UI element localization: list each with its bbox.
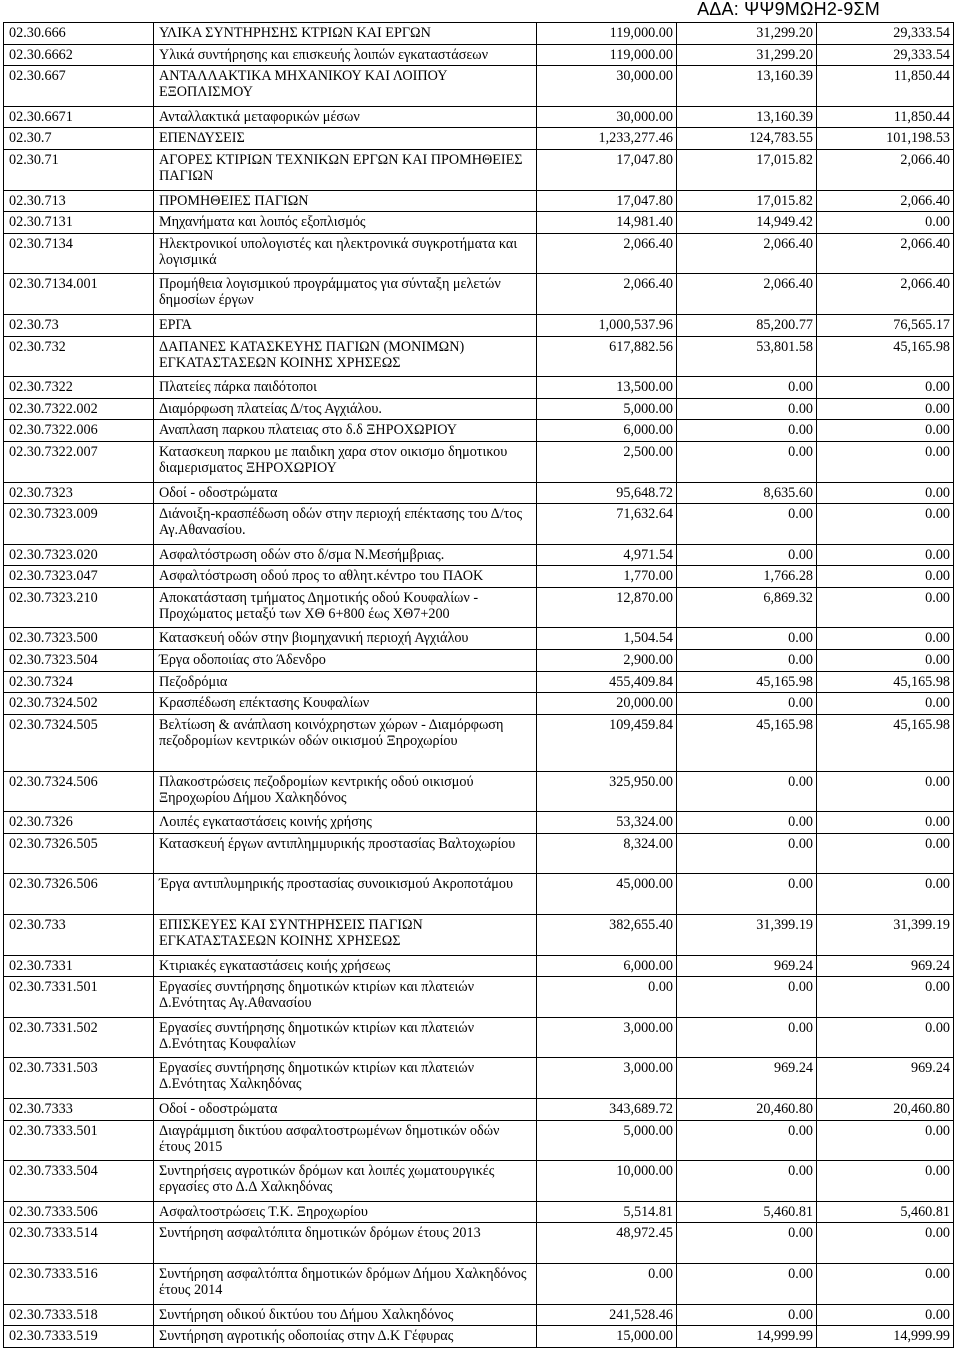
budgeted-amount-cell: 53,324.00 xyxy=(537,812,677,834)
account-code-cell: 02.30.7134.001 xyxy=(4,274,154,315)
paid-amount-cell: 0.00 xyxy=(817,977,954,1018)
budgeted-amount-cell: 2,066.40 xyxy=(537,274,677,315)
committed-amount-cell: 8,635.60 xyxy=(677,482,817,504)
account-code-cell: 02.30.7323.047 xyxy=(4,566,154,588)
paid-amount-cell: 0.00 xyxy=(817,377,954,399)
committed-amount-cell: 0.00 xyxy=(677,874,817,915)
table-row xyxy=(4,66,954,107)
table-row xyxy=(4,1120,954,1161)
account-code-cell: 02.30.7324.506 xyxy=(4,771,154,812)
budgeted-amount-cell: 17,047.80 xyxy=(537,149,677,190)
paid-amount-cell: 76,565.17 xyxy=(817,314,954,336)
budgeted-amount-cell: 30,000.00 xyxy=(537,106,677,128)
account-code-cell: 02.30.7331.501 xyxy=(4,977,154,1018)
paid-amount-cell: 0.00 xyxy=(817,212,954,234)
budgeted-amount-cell: 5,514.81 xyxy=(537,1201,677,1223)
table-row xyxy=(4,833,954,874)
budgeted-amount-cell: 1,504.54 xyxy=(537,628,677,650)
committed-amount-cell: 0.00 xyxy=(677,833,817,874)
paid-amount-cell: 0.00 xyxy=(817,693,954,715)
account-code-cell: 02.30.7323.504 xyxy=(4,650,154,672)
account-code-cell: 02.30.7333 xyxy=(4,1098,154,1120)
committed-amount-cell: 20,460.80 xyxy=(677,1098,817,1120)
account-code-cell: 02.30.7131 xyxy=(4,212,154,234)
account-code-cell: 02.30.6671 xyxy=(4,106,154,128)
table-row xyxy=(4,812,954,834)
paid-amount-cell: 0.00 xyxy=(817,1263,954,1304)
account-code-cell: 02.30.7 xyxy=(4,128,154,150)
description-cell: ΕΠΕΝΔΥΣΕΙΣ xyxy=(154,128,537,150)
account-code-cell: 02.30.7323.020 xyxy=(4,544,154,566)
account-code-cell: 02.30.7322.006 xyxy=(4,420,154,442)
budgeted-amount-cell: 45,000.00 xyxy=(537,874,677,915)
committed-amount-cell: 0.00 xyxy=(677,441,817,482)
paid-amount-cell: 0.00 xyxy=(817,482,954,504)
description-cell: Λοιπές εγκαταστάσεις κοινής χρήσης xyxy=(154,812,537,834)
account-code-cell: 02.30.7333.516 xyxy=(4,1263,154,1304)
budgeted-amount-cell: 6,000.00 xyxy=(537,955,677,977)
committed-amount-cell: 0.00 xyxy=(677,977,817,1018)
table-row xyxy=(4,955,954,977)
budget-table-body xyxy=(4,23,954,1348)
table-row xyxy=(4,398,954,420)
description-cell: Πλατείες πάρκα παιδότοποι xyxy=(154,377,537,399)
paid-amount-cell: 14,999.99 xyxy=(817,1326,954,1348)
budgeted-amount-cell: 2,500.00 xyxy=(537,441,677,482)
table-row xyxy=(4,693,954,715)
budgeted-amount-cell: 13,500.00 xyxy=(537,377,677,399)
table-row xyxy=(4,1326,954,1348)
paid-amount-cell: 0.00 xyxy=(817,812,954,834)
budgeted-amount-cell: 5,000.00 xyxy=(537,398,677,420)
description-cell: Εργασίες συντήρησης δημοτικών κτιρίων και πλατειών Δ.Ενότητας Αγ.Αθανασίου xyxy=(154,977,537,1018)
committed-amount-cell: 124,783.55 xyxy=(677,128,817,150)
table-row xyxy=(4,714,954,771)
account-code-cell: 02.30.7134 xyxy=(4,233,154,274)
paid-amount-cell: 11,850.44 xyxy=(817,106,954,128)
account-code-cell: 02.30.7333.506 xyxy=(4,1201,154,1223)
table-row xyxy=(4,1161,954,1202)
account-code-cell: 02.30.73 xyxy=(4,314,154,336)
account-code-cell: 02.30.7333.501 xyxy=(4,1120,154,1161)
description-cell: Πλακοστρώσεις πεζοδρομίων κεντρικής οδού οικισμού Ξηροχωρίου Δήμου Χαλκηδόνος xyxy=(154,771,537,812)
paid-amount-cell: 2,066.40 xyxy=(817,149,954,190)
paid-amount-cell: 29,333.54 xyxy=(817,44,954,66)
committed-amount-cell: 969.24 xyxy=(677,1058,817,1099)
budgeted-amount-cell: 4,971.54 xyxy=(537,544,677,566)
budgeted-amount-cell: 119,000.00 xyxy=(537,23,677,45)
account-code-cell: 02.30.7323.500 xyxy=(4,628,154,650)
paid-amount-cell: 0.00 xyxy=(817,544,954,566)
paid-amount-cell: 2,066.40 xyxy=(817,274,954,315)
table-row xyxy=(4,420,954,442)
budgeted-amount-cell: 343,689.72 xyxy=(537,1098,677,1120)
committed-amount-cell: 31,399.19 xyxy=(677,915,817,956)
table-row xyxy=(4,23,954,45)
committed-amount-cell: 0.00 xyxy=(677,693,817,715)
budgeted-amount-cell: 5,000.00 xyxy=(537,1120,677,1161)
budgeted-amount-cell: 1,770.00 xyxy=(537,566,677,588)
account-code-cell: 02.30.7331.502 xyxy=(4,1017,154,1058)
table-row xyxy=(4,106,954,128)
table-row xyxy=(4,504,954,545)
table-row xyxy=(4,128,954,150)
table-row xyxy=(4,1223,954,1264)
account-code-cell: 02.30.7323.009 xyxy=(4,504,154,545)
table-row xyxy=(4,441,954,482)
account-code-cell: 02.30.7326 xyxy=(4,812,154,834)
committed-amount-cell: 0.00 xyxy=(677,544,817,566)
table-row xyxy=(4,482,954,504)
account-code-cell: 02.30.7324.502 xyxy=(4,693,154,715)
committed-amount-cell: 17,015.82 xyxy=(677,190,817,212)
paid-amount-cell: 31,399.19 xyxy=(817,915,954,956)
table-row xyxy=(4,874,954,915)
paid-amount-cell: 45,165.98 xyxy=(817,714,954,771)
paid-amount-cell: 20,460.80 xyxy=(817,1098,954,1120)
description-cell: Έργα οδοποιίας στο Άδενδρο xyxy=(154,650,537,672)
account-code-cell: 02.30.71 xyxy=(4,149,154,190)
budgeted-amount-cell: 30,000.00 xyxy=(537,66,677,107)
paid-amount-cell: 0.00 xyxy=(817,628,954,650)
committed-amount-cell: 5,460.81 xyxy=(677,1201,817,1223)
table-row xyxy=(4,1058,954,1099)
committed-amount-cell: 0.00 xyxy=(677,420,817,442)
budgeted-amount-cell: 325,950.00 xyxy=(537,771,677,812)
committed-amount-cell: 0.00 xyxy=(677,504,817,545)
description-cell: Αποκατάσταση τμήματος Δημοτικής οδού Κουφαλίων - Προχώματος μεταξύ των ΧΘ 6+800 έως ΧΘ7+200 xyxy=(154,587,537,628)
paid-amount-cell: 101,198.53 xyxy=(817,128,954,150)
description-cell: ΑΝΤΑΛΛΑΚΤΙΚΑ ΜΗΧΑΝΙΚΟΥ ΚΑΙ ΛΟΙΠΟΥ ΕΞΟΠΛΙΣΜΟΥ xyxy=(154,66,537,107)
budgeted-amount-cell: 3,000.00 xyxy=(537,1017,677,1058)
paid-amount-cell: 45,165.98 xyxy=(817,336,954,377)
paid-amount-cell: 969.24 xyxy=(817,955,954,977)
paid-amount-cell: 0.00 xyxy=(817,1120,954,1161)
description-cell: Συντήρηση αγροτικής οδοποιίας στην Δ.Κ Γέφυρας xyxy=(154,1326,537,1348)
table-row xyxy=(4,771,954,812)
budgeted-amount-cell: 3,000.00 xyxy=(537,1058,677,1099)
table-row xyxy=(4,671,954,693)
budgeted-amount-cell: 0.00 xyxy=(537,977,677,1018)
budgeted-amount-cell: 617,882.56 xyxy=(537,336,677,377)
committed-amount-cell: 17,015.82 xyxy=(677,149,817,190)
description-cell: Διαγράμμιση δικτύου ασφαλτοστρωμένων δημοτικών οδών έτους 2015 xyxy=(154,1120,537,1161)
description-cell: Κρασπέδωση επέκτασης Κουφαλίων xyxy=(154,693,537,715)
account-code-cell: 02.30.7326.506 xyxy=(4,874,154,915)
committed-amount-cell: 85,200.77 xyxy=(677,314,817,336)
committed-amount-cell: 0.00 xyxy=(677,377,817,399)
description-cell: Προμήθεια λογισμικού προγράμματος για σύνταξη μελετών δημοσίων έργων xyxy=(154,274,537,315)
description-cell: Συντηρήσεις αγροτικών δρόμων και λοιπές χωματουργικές εργασίες στο Δ.Δ Χαλκηδόνας xyxy=(154,1161,537,1202)
table-row xyxy=(4,377,954,399)
committed-amount-cell: 13,160.39 xyxy=(677,106,817,128)
committed-amount-cell: 45,165.98 xyxy=(677,671,817,693)
committed-amount-cell: 31,299.20 xyxy=(677,44,817,66)
paid-amount-cell: 0.00 xyxy=(817,398,954,420)
description-cell: ΔΑΠΑΝΕΣ ΚΑΤΑΣΚΕΥΗΣ ΠΑΓΙΩΝ (ΜΟΝΙΜΩΝ) ΕΓΚΑΤΑΣΤΑΣΕΩΝ ΚΟΙΝΗΣ ΧΡΗΣΕΩΣ xyxy=(154,336,537,377)
budgeted-amount-cell: 109,459.84 xyxy=(537,714,677,771)
account-code-cell: 02.30.7333.519 xyxy=(4,1326,154,1348)
table-row xyxy=(4,628,954,650)
table-row xyxy=(4,233,954,274)
description-cell: Ηλεκτρονικοί υπολογιστές και ηλεκτρονικά συγκροτήματα και λογισμικά xyxy=(154,233,537,274)
committed-amount-cell: 45,165.98 xyxy=(677,714,817,771)
paid-amount-cell: 0.00 xyxy=(817,771,954,812)
account-code-cell: 02.30.7331 xyxy=(4,955,154,977)
budgeted-amount-cell: 95,648.72 xyxy=(537,482,677,504)
description-cell: Συντήρηση ασφαλτόπιτα δημοτικών δρόμων έτους 2013 xyxy=(154,1223,537,1264)
budgeted-amount-cell: 119,000.00 xyxy=(537,44,677,66)
table-row xyxy=(4,915,954,956)
committed-amount-cell: 53,801.58 xyxy=(677,336,817,377)
paid-amount-cell: 0.00 xyxy=(817,833,954,874)
table-row xyxy=(4,566,954,588)
committed-amount-cell: 6,869.32 xyxy=(677,587,817,628)
budgeted-amount-cell: 1,233,277.46 xyxy=(537,128,677,150)
paid-amount-cell: 2,066.40 xyxy=(817,190,954,212)
paid-amount-cell: 0.00 xyxy=(817,1223,954,1264)
budgeted-amount-cell: 1,000,537.96 xyxy=(537,314,677,336)
committed-amount-cell: 0.00 xyxy=(677,771,817,812)
table-row xyxy=(4,544,954,566)
committed-amount-cell: 14,949.42 xyxy=(677,212,817,234)
description-cell: Κατασκευή οδών στην βιομηχανική περιοχή Αγχιάλου xyxy=(154,628,537,650)
committed-amount-cell: 0.00 xyxy=(677,1120,817,1161)
description-cell: Διάνοιξη-κρασπέδωση οδών στην περιοχή επέκτασης του Δ/τος Αγ.Αθανασίου. xyxy=(154,504,537,545)
account-code-cell: 02.30.7324 xyxy=(4,671,154,693)
description-cell: Ανταλλακτικά μεταφορικών μέσων xyxy=(154,106,537,128)
table-row xyxy=(4,1263,954,1304)
description-cell: Πεζοδρόμια xyxy=(154,671,537,693)
table-row xyxy=(4,336,954,377)
budgeted-amount-cell: 0.00 xyxy=(537,1263,677,1304)
budgeted-amount-cell: 455,409.84 xyxy=(537,671,677,693)
table-row xyxy=(4,314,954,336)
budgeted-amount-cell: 17,047.80 xyxy=(537,190,677,212)
budgeted-amount-cell: 71,632.64 xyxy=(537,504,677,545)
account-code-cell: 02.30.7331.503 xyxy=(4,1058,154,1099)
committed-amount-cell: 13,160.39 xyxy=(677,66,817,107)
committed-amount-cell: 1,766.28 xyxy=(677,566,817,588)
table-row xyxy=(4,1304,954,1326)
paid-amount-cell: 0.00 xyxy=(817,441,954,482)
description-cell: ΠΡΟΜΗΘΕΙΕΣ ΠΑΓΙΩΝ xyxy=(154,190,537,212)
description-cell: Αναπλαση παρκου πλατειας στο δ.δ ΞΗΡΟΧΩΡΙΟΥ xyxy=(154,420,537,442)
committed-amount-cell: 0.00 xyxy=(677,1017,817,1058)
table-row xyxy=(4,650,954,672)
table-row xyxy=(4,274,954,315)
table-row xyxy=(4,149,954,190)
account-code-cell: 02.30.7333.518 xyxy=(4,1304,154,1326)
description-cell: Υλικά συντήρησης και επισκευής λοιπών εγκαταστάσεων xyxy=(154,44,537,66)
budgeted-amount-cell: 12,870.00 xyxy=(537,587,677,628)
ada-code: ΑΔΑ: ΨΨ9ΜΩΗ2-9ΣΜ xyxy=(697,0,880,19)
committed-amount-cell: 0.00 xyxy=(677,628,817,650)
account-code-cell: 02.30.7323.210 xyxy=(4,587,154,628)
committed-amount-cell: 14,999.99 xyxy=(677,1326,817,1348)
budgeted-amount-cell: 14,981.40 xyxy=(537,212,677,234)
committed-amount-cell: 0.00 xyxy=(677,1263,817,1304)
account-code-cell: 02.30.7322.002 xyxy=(4,398,154,420)
description-cell: Βελτίωση & ανάπλαση κοινόχρηστων χώρων - Διαμόρφωση πεζοδρομίων κεντρικών οδών οικισμού Ξηροχωρίου xyxy=(154,714,537,771)
budgeted-amount-cell: 48,972.45 xyxy=(537,1223,677,1264)
paid-amount-cell: 45,165.98 xyxy=(817,671,954,693)
budgeted-amount-cell: 241,528.46 xyxy=(537,1304,677,1326)
description-cell: Οδοί - οδοστρώματα xyxy=(154,482,537,504)
paid-amount-cell: 2,066.40 xyxy=(817,233,954,274)
budgeted-amount-cell: 2,900.00 xyxy=(537,650,677,672)
committed-amount-cell: 0.00 xyxy=(677,1161,817,1202)
description-cell: Συντήρηση οδικού δικτύου του Δήμου Χαλκηδόνος xyxy=(154,1304,537,1326)
account-code-cell: 02.30.732 xyxy=(4,336,154,377)
account-code-cell: 02.30.7333.514 xyxy=(4,1223,154,1264)
account-code-cell: 02.30.733 xyxy=(4,915,154,956)
description-cell: Ασφαλτόστρωση οδού προς το αθλητ.κέντρο του ΠΑΟΚ xyxy=(154,566,537,588)
description-cell: Εργασίες συντήρησης δημοτικών κτιρίων και πλατειών Δ.Ενότητας Κουφαλίων xyxy=(154,1017,537,1058)
table-row xyxy=(4,190,954,212)
description-cell: Έργα αντιπλυμηρικής προστασίας συνοικισμού Ακροποτάμου xyxy=(154,874,537,915)
description-cell: Κατασκευη παρκου με παιδικη χαρα στον οικισμο δημοτικου διαμερισματος ΞΗΡΟΧΩΡΙΟΥ xyxy=(154,441,537,482)
committed-amount-cell: 0.00 xyxy=(677,812,817,834)
budgeted-amount-cell: 6,000.00 xyxy=(537,420,677,442)
paid-amount-cell: 0.00 xyxy=(817,566,954,588)
budgeted-amount-cell: 10,000.00 xyxy=(537,1161,677,1202)
committed-amount-cell: 0.00 xyxy=(677,1304,817,1326)
paid-amount-cell: 0.00 xyxy=(817,650,954,672)
table-row xyxy=(4,977,954,1018)
description-cell: Ασφαλτόστρωση οδών στο δ/σμα Ν.Μεσήμβριας. xyxy=(154,544,537,566)
table-row xyxy=(4,212,954,234)
account-code-cell: 02.30.7333.504 xyxy=(4,1161,154,1202)
account-code-cell: 02.30.666 xyxy=(4,23,154,45)
committed-amount-cell: 2,066.40 xyxy=(677,233,817,274)
committed-amount-cell: 969.24 xyxy=(677,955,817,977)
description-cell: Διαμόρφωση πλατείας Δ/τος Αγχιάλου. xyxy=(154,398,537,420)
table-row xyxy=(4,1201,954,1223)
description-cell: Συντήρηση ασφαλτόπτα δημοτικών δρόμων Δήμου Χαλκηδόνος έτους 2014 xyxy=(154,1263,537,1304)
paid-amount-cell: 0.00 xyxy=(817,1304,954,1326)
budget-table xyxy=(3,22,954,1348)
paid-amount-cell: 0.00 xyxy=(817,1017,954,1058)
description-cell: ΕΠΙΣΚΕΥΕΣ ΚΑΙ ΣΥΝΤΗΡΗΣΕΙΣ ΠΑΓΙΩΝ ΕΓΚΑΤΑΣΤΑΣΕΩΝ ΚΟΙΝΗΣ ΧΡΗΣΕΩΣ xyxy=(154,915,537,956)
description-cell: Οδοί - οδοστρώματα xyxy=(154,1098,537,1120)
budgeted-amount-cell: 2,066.40 xyxy=(537,233,677,274)
table-row xyxy=(4,44,954,66)
description-cell: Κατασκευή έργων αντιπλημμυρικής προστασίας Βαλτοχωρίου xyxy=(154,833,537,874)
budgeted-amount-cell: 20,000.00 xyxy=(537,693,677,715)
account-code-cell: 02.30.7323 xyxy=(4,482,154,504)
account-code-cell: 02.30.6662 xyxy=(4,44,154,66)
table-row xyxy=(4,1098,954,1120)
paid-amount-cell: 0.00 xyxy=(817,1161,954,1202)
committed-amount-cell: 0.00 xyxy=(677,650,817,672)
description-cell: Ασφαλτοστρώσεις Τ.Κ. Ξηροχωρίου xyxy=(154,1201,537,1223)
description-cell: Εργασίες συντήρησης δημοτικών κτιρίων και πλατειών Δ.Ενότητας Χαλκηδόνας xyxy=(154,1058,537,1099)
paid-amount-cell: 0.00 xyxy=(817,587,954,628)
description-cell: ΑΓΟΡΕΣ ΚΤΙΡΙΩΝ ΤΕΧΝΙΚΩΝ ΕΡΓΩΝ ΚΑΙ ΠΡΟΜΗΘΕΙΕΣ ΠΑΓΙΩΝ xyxy=(154,149,537,190)
paid-amount-cell: 0.00 xyxy=(817,504,954,545)
account-code-cell: 02.30.667 xyxy=(4,66,154,107)
table-row xyxy=(4,587,954,628)
account-code-cell: 02.30.713 xyxy=(4,190,154,212)
budgeted-amount-cell: 8,324.00 xyxy=(537,833,677,874)
paid-amount-cell: 5,460.81 xyxy=(817,1201,954,1223)
committed-amount-cell: 2,066.40 xyxy=(677,274,817,315)
description-cell: Μηχανήματα και λοιπός εξοπλισμός xyxy=(154,212,537,234)
budgeted-amount-cell: 382,655.40 xyxy=(537,915,677,956)
paid-amount-cell: 0.00 xyxy=(817,874,954,915)
committed-amount-cell: 31,299.20 xyxy=(677,23,817,45)
description-cell: ΕΡΓΑ xyxy=(154,314,537,336)
committed-amount-cell: 0.00 xyxy=(677,398,817,420)
account-code-cell: 02.30.7326.505 xyxy=(4,833,154,874)
account-code-cell: 02.30.7322 xyxy=(4,377,154,399)
paid-amount-cell: 0.00 xyxy=(817,420,954,442)
account-code-cell: 02.30.7322.007 xyxy=(4,441,154,482)
description-cell: Κτιριακές εγκαταστάσεις κοιής χρήσεως xyxy=(154,955,537,977)
paid-amount-cell: 29,333.54 xyxy=(817,23,954,45)
account-code-cell: 02.30.7324.505 xyxy=(4,714,154,771)
paid-amount-cell: 11,850.44 xyxy=(817,66,954,107)
budgeted-amount-cell: 15,000.00 xyxy=(537,1326,677,1348)
committed-amount-cell: 0.00 xyxy=(677,1223,817,1264)
paid-amount-cell: 969.24 xyxy=(817,1058,954,1099)
table-row xyxy=(4,1017,954,1058)
description-cell: ΥΛΙΚΑ ΣΥΝΤΗΡΗΣΗΣ ΚΤΡΙΩΝ ΚΑΙ ΕΡΓΩΝ xyxy=(154,23,537,45)
